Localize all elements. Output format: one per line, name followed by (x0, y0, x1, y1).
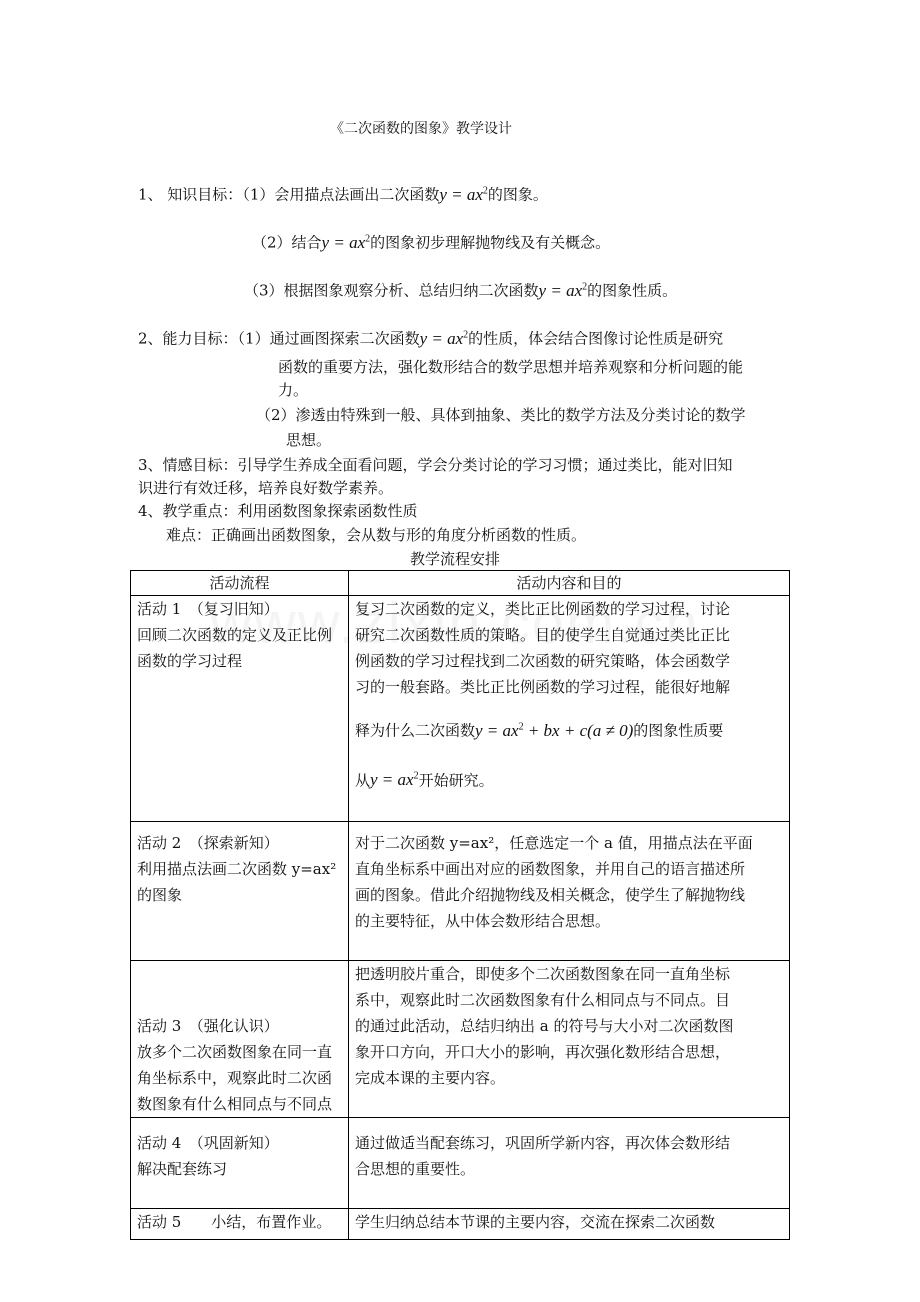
table-cell-right (349, 596, 790, 822)
ability-goal-line-2: 函数的重要方法，强化数形结合的数学思想并培养观察和分析问题的能 (278, 358, 744, 376)
activity-5-title: 活动 5 小结，布置作业。 (137, 1213, 332, 1232)
key-point: 4、教学重点：利用函数图象探索函数性质 (138, 502, 418, 520)
knowledge-goal-line-2 (252, 226, 610, 256)
formula-y-ax2: $y = ax^2$ (419, 328, 469, 348)
table-cell-left (131, 596, 349, 822)
knowledge-goal-line-3 (244, 274, 677, 304)
activity-4-desc-line: 解决配套练习 (137, 1160, 228, 1179)
activity-3-desc-line: 放多个二次函数图象在同一直 (137, 1043, 333, 1062)
activity-4-title: 活动 4 （巩固新知） (137, 1134, 279, 1153)
ability-goal-item1-post: 的性质，体会结合图像讨论性质是研究 (468, 329, 724, 348)
ability-goal-item2-line-1: （2）渗透由特殊到一般、具体到抽象、类比的数学方法及分类讨论的数学 (256, 406, 746, 424)
activity-2-desc-line: 的图象 (137, 886, 183, 905)
knowledge-goal-item3-post: 的图象性质。 (587, 281, 678, 300)
table-cell-right (349, 822, 790, 961)
table-cell-right (349, 1209, 790, 1240)
activity-3-desc-line: 数图象有什么相同点与不同点 (137, 1095, 333, 1114)
activity-3-content-line: 系中，观察此时二次函数图象有什么相同点与不同点。目 (355, 991, 731, 1010)
emotion-goal-line-1: 3、情感目标：引导学生养成全面看问题，学会分类讨论的学习习惯；通过类比，能对旧知 (138, 456, 733, 474)
table-cell-left (131, 961, 349, 1118)
activity-2-title: 活动 2 （探索新知） (137, 834, 279, 853)
table-cell-left (131, 1209, 349, 1240)
table-cell-right (349, 1118, 790, 1209)
activity-1-content-line: 习的一般套路。类比正比例函数的学习过程，能很好地解 (355, 678, 731, 696)
knowledge-goal-line-1 (138, 178, 548, 208)
table-header-row (131, 571, 790, 596)
knowledge-goal-item2-post: 的图象初步理解抛物线及有关概念。 (370, 233, 611, 252)
emotion-goal-line-2: 识进行有效迁移，培养良好数学素养。 (138, 479, 394, 497)
activity-1-content-line: 例函数的学习过程找到二次函数的研究策略，体会函数学 (355, 652, 731, 670)
table-cell-left (131, 1118, 349, 1209)
activity-3-title: 活动 3 （强化认识） (137, 1017, 279, 1036)
ability-goal-item2-line-2: 思想。 (286, 431, 332, 449)
activity-3-desc-line: 角坐标系中，观察此时二次函 (137, 1069, 333, 1088)
activity-1-content-line: 复习二次函数的定义，类比正比例函数的学习过程，讨论 (355, 600, 731, 618)
activity-3-content-line: 把透明胶片重合，即使多个二次函数图象在同一直角坐标 (355, 965, 731, 984)
activity-2-content-line: 画的图象。借此介绍抛物线及相关概念，使学生了解抛物线 (355, 886, 746, 905)
header-activity-flow: 活动流程 (131, 571, 349, 596)
activity-2-content-line: 直角坐标系中画出对应的函数图象，并用自己的语言描述所 (355, 860, 746, 879)
activity-2-content-line: 的主要特征，从中体会数形结合思想。 (355, 912, 611, 931)
activity-3-content-line: 的通过此活动，总结归纳出 a 的符号与大小对二次函数图 (355, 1017, 734, 1036)
activity-3-content-line: 完成本课的主要内容。 (355, 1069, 506, 1088)
table-row (131, 1118, 790, 1209)
table-caption: 教学流程安排 (410, 550, 501, 568)
table-row (131, 1209, 790, 1240)
document-title: 《二次函数的图象》教学设计 (330, 121, 512, 137)
teaching-flow-table (130, 570, 790, 1240)
ability-goal-item1-pre: （1）通过画图探索二次函数 (237, 329, 420, 348)
table-row (131, 596, 790, 822)
formula-general-quadratic: $y = ax^2$ + bx + c(a ≠ 0) (475, 720, 634, 740)
ability-goal-label: 2、能力目标： (138, 329, 238, 348)
formula-y-ax2: $y = ax^2$ (370, 770, 419, 790)
knowledge-goal-item2-pre: （2）结合 (252, 233, 322, 252)
ability-goal-line-1 (138, 322, 723, 352)
knowledge-goal-item1-post: 的图象。 (487, 185, 548, 204)
formula-y-ax2: $y = ax^2$ (538, 280, 588, 300)
knowledge-goal-item1-pre: （1）会用描点法画出二次函数 (242, 185, 440, 204)
activity-2-content-line: 对于二次函数 y=ax²，任意选定一个 a 值，用描点法在平面 (355, 834, 753, 853)
table-row (131, 822, 790, 961)
activity-1-title: 活动 1 （复习旧知） (137, 600, 279, 618)
difficulty: 难点：正确画出函数图象，会从数与形的角度分析函数的性质。 (166, 526, 587, 544)
header-activity-content: 活动内容和目的 (349, 571, 790, 596)
table-row (131, 961, 790, 1118)
table-cell-left (131, 822, 349, 961)
knowledge-goal-item3-pre: （3）根据图象观察分析、总结归纳二次函数 (244, 281, 539, 300)
activity-4-content-line: 合思想的重要性。 (355, 1160, 476, 1179)
activity-1-formula-line: 释为什么二次函数$y = ax^2$ + bx + c(a ≠ 0)的图象性质要 (355, 720, 724, 740)
knowledge-goal-label: 1、 知识目标： (138, 185, 243, 204)
formula-y-ax2: $y = ax^2$ (439, 184, 488, 204)
activity-1-desc-line: 回顾二次函数的定义及正比例 (137, 626, 333, 644)
activity-2-desc-line: 利用描点法画二次函数 y=ax² (137, 860, 337, 879)
formula-y-ax2: $y = ax^2$ (321, 232, 371, 252)
table-cell-right (349, 961, 790, 1118)
activity-3-content-line: 象开口方向，开口大小的影响，再次强化数形结合思想， (355, 1043, 731, 1062)
activity-5-content-line: 学生归纳总结本节课的主要内容，交流在探索二次函数 (355, 1213, 716, 1232)
activity-1-last-line: 从$y = ax^2$开始研究。 (355, 770, 494, 790)
activity-1-desc-line: 函数的学习过程 (137, 652, 243, 670)
ability-goal-line-3: 力。 (278, 381, 309, 399)
activity-1-content-line: 研究二次函数性质的策略。目的使学生自觉通过类比正比 (355, 626, 731, 644)
activity-4-content-line: 通过做适当配套练习，巩固所学新内容，再次体会数形结 (355, 1134, 731, 1153)
